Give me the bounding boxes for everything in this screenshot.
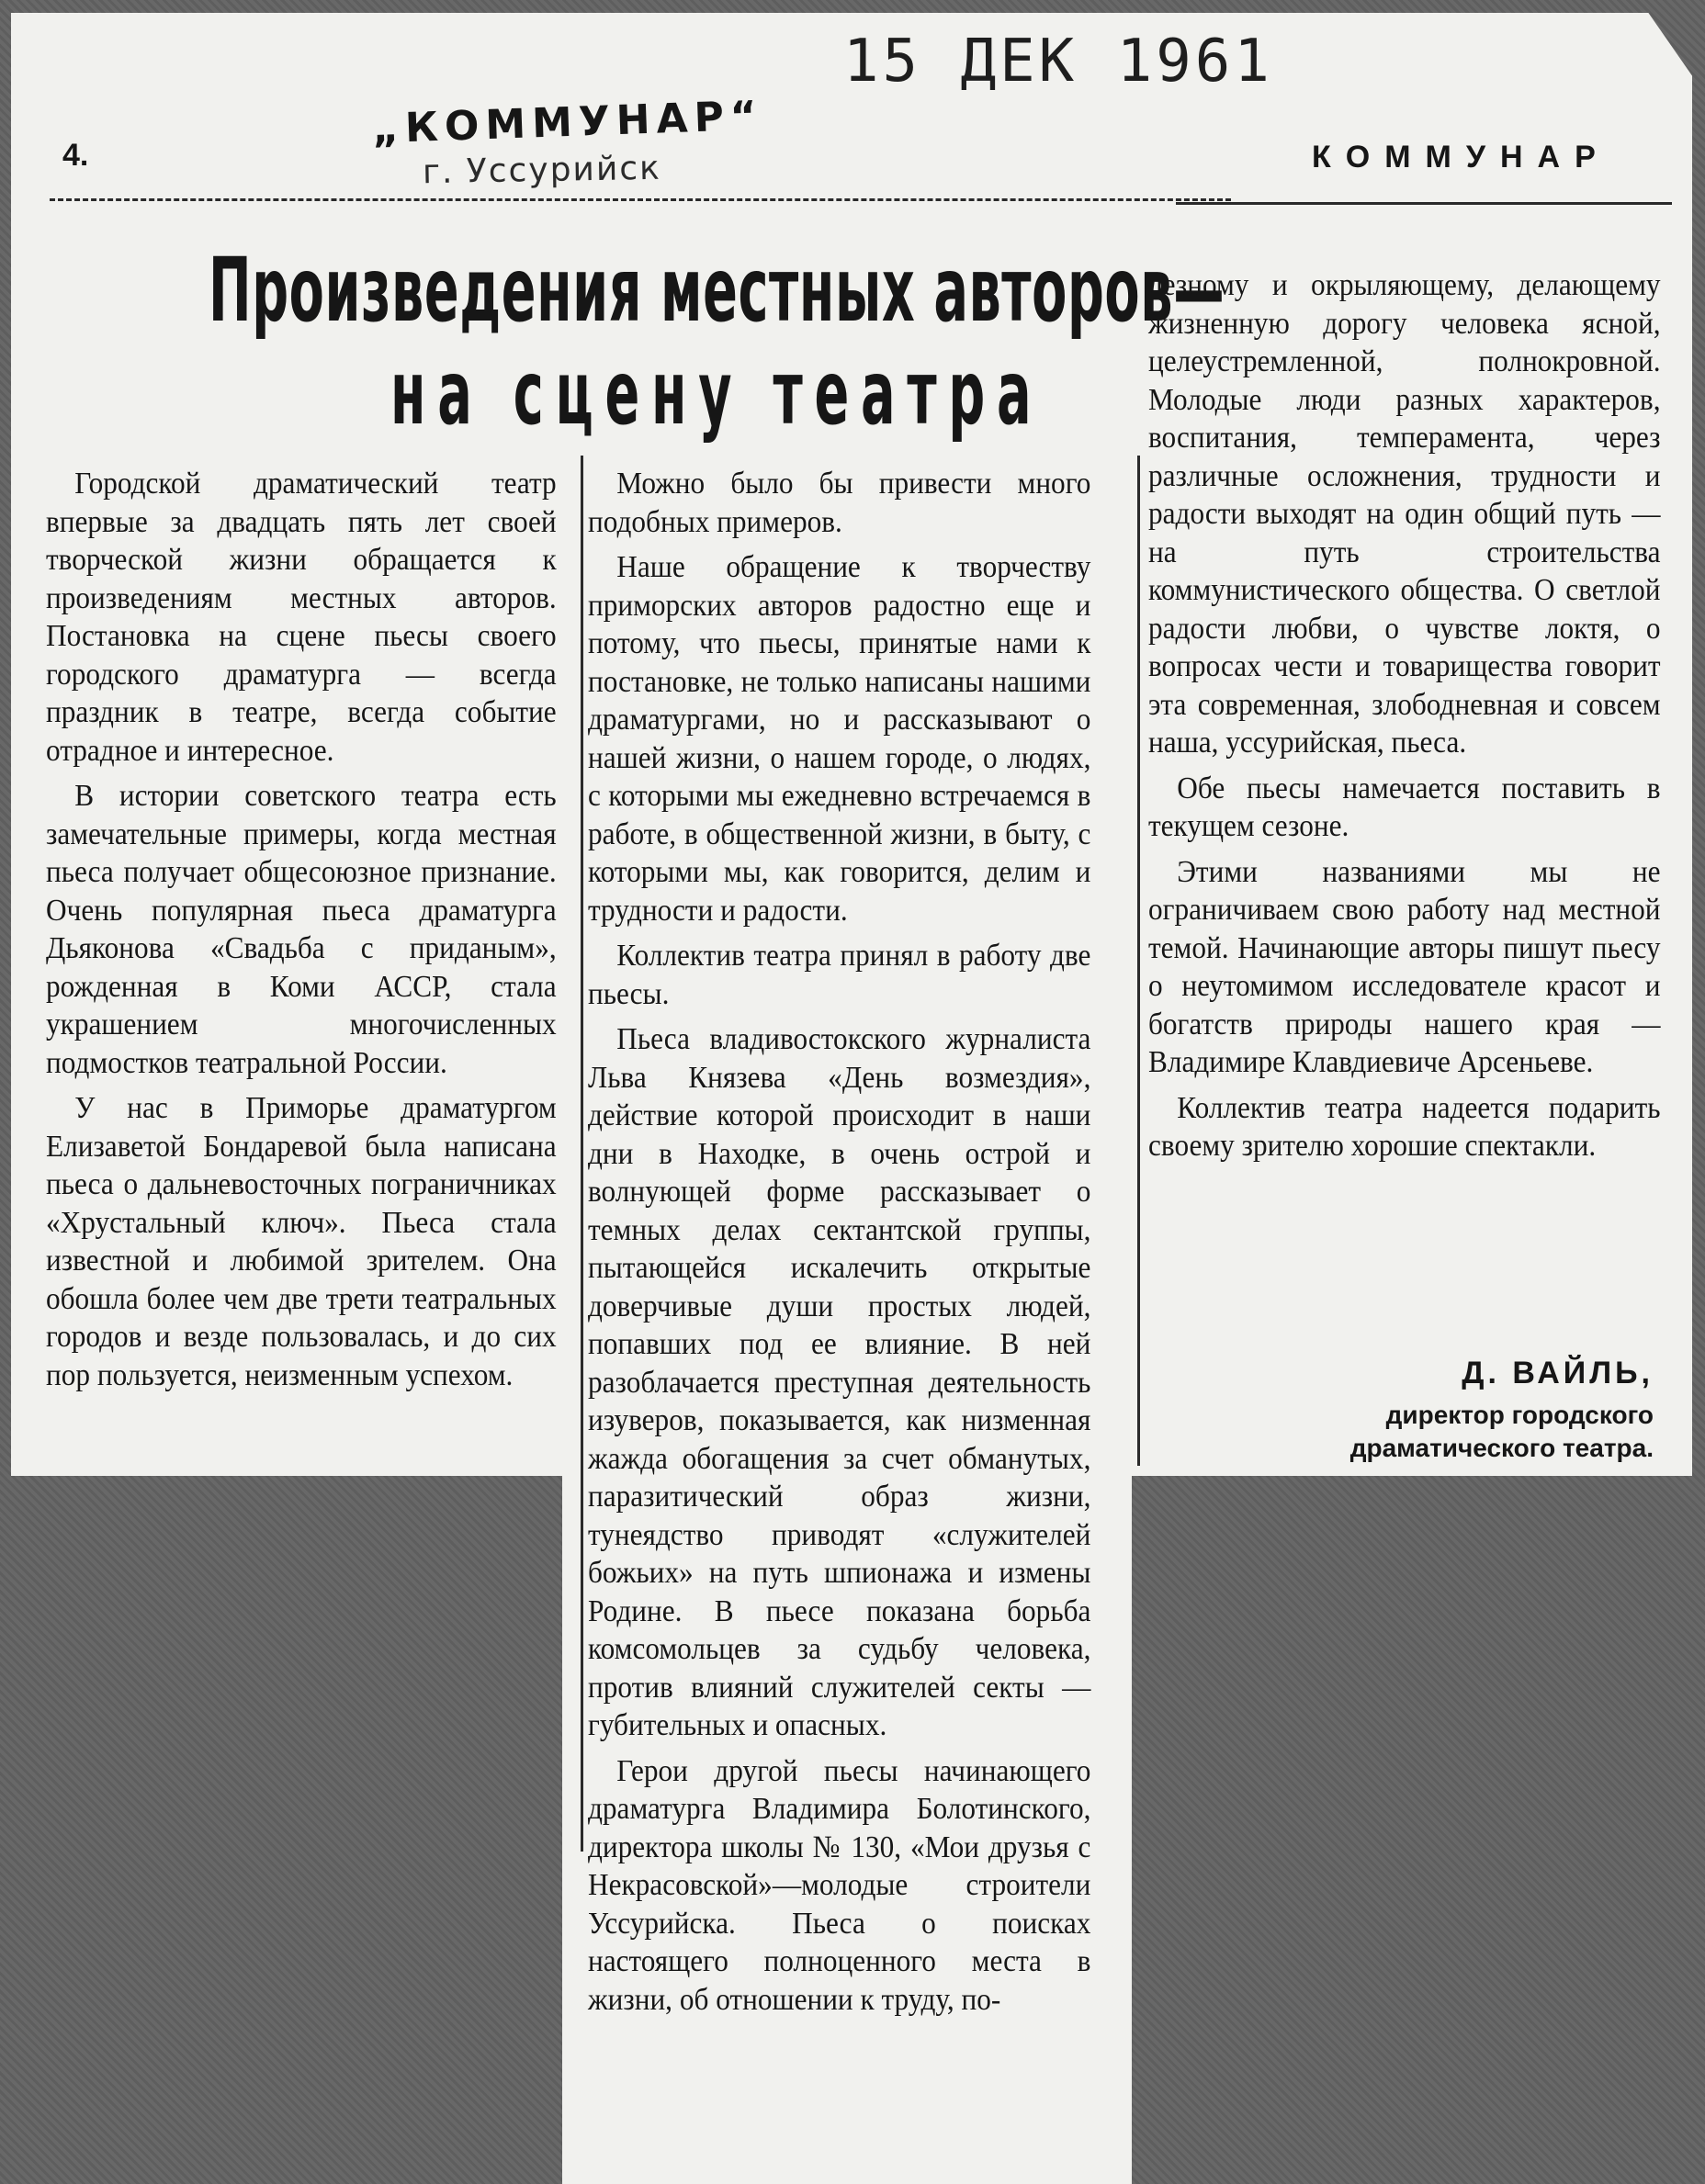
paragraph: лезному и окрыляющему, делающему жизненную дорогу человека ясной, целеустремленной, полнокровной. Молодые люди разных характеров, воспитания, темперамента, через различные осложнения, трудности и радости выходят на один общий путь — на путь строительства коммунистического общества. О светлой радости любви, о чувстве локтя, о вопросах чести и товарищества говорит эта современная, злободневная и совсем наша, уссурийская, пьеса. [1148, 268, 1661, 760]
newspaper-name-stamp: „КОММУНАР“ [371, 92, 764, 153]
header-rule [50, 198, 1231, 201]
headline-line-2: на сцену театра [390, 342, 1044, 445]
city-stamp: г. Уссурийск [422, 149, 662, 192]
paragraph: Обе пьесы намечается поставить в текущем сезоне. [1148, 771, 1661, 843]
paragraph: Коллектив театра принял в работу две пьесы. [588, 939, 1091, 1011]
paragraph: В истории советского театра есть замечательные примеры, когда местная пьеса получает общесоюзное признание. Очень популярная пьеса драматурга Дьяконова «Свадьба с приданым», рожденная в Коми АССР, стала украшением многочисленных подмостков театральной России. [46, 779, 557, 1080]
article-column-1 [46, 465, 557, 1402]
date-stamp: 15 ДЕК 1961 [843, 28, 1273, 96]
header-rule-right [1176, 202, 1672, 205]
article-column-3 [1148, 266, 1661, 1173]
paragraph: Можно было бы привести много подобных примеров. [588, 467, 1091, 539]
author-name: Д. ВАЙЛЬ, [1462, 1356, 1654, 1390]
paragraph: Наше обращение к творчеству приморских авторов радостно еще и потому, что пьесы, принятые нами к постановке, не только написаны нашими драматургами, но и рассказывают о нашей жизни, о нашем городе, о людях, с которыми мы ежедневно встречаемся в работе, в общественной жизни, в быту, с которыми мы, как говорится, делим и трудности и радости. [588, 550, 1091, 928]
paragraph: У нас в Приморье драматургом Елизаветой Бондаревой была написана пьеса о дальневосточных пограничниках «Хрустальный ключ». Пьеса стала известной и любимой зрителем. Она обошла более чем две трети театральных городов и везде пользовалась, и до сих пор пользуется, неизменным успехом. [46, 1091, 557, 1392]
author-signature [1350, 1356, 1654, 1465]
column-divider [1137, 456, 1140, 1466]
paragraph: Герои другой пьесы начинающего драматурга Владимира Болотинского, директора школы № 130, «Мои друзья с Некрасовской»—молодые строители Уссурийска. Пьеса о поисках настоящего полноценного места в жизни, об отношении к труду, по- [588, 1753, 1091, 2017]
author-title-line-2: драматического театра. [1349, 1434, 1654, 1462]
paragraph: Этими названиями мы не ограничиваем свою работу над местной темой. Начинающие авторы пишут пьесу о неутомимом исследователе красот и богатств природы нашего края — Владимире Клавдиевиче Арсеньеве. [1148, 854, 1661, 1079]
page-number: 4. [62, 138, 89, 173]
article-column-2 [588, 465, 1090, 2026]
paragraph: Городской драматический театр впервые за двадцать пять лет своей творческой жизни обращается к произведениям местных авторов. Постановка на сцене пьесы своего городского драматурга — всегда праздник в театре, всегда событие отрадное и интересное. [46, 467, 557, 768]
headline-line-1: Произведения местных авторов— [209, 239, 1225, 342]
paragraph: Коллектив театра надеется подарить своему зрителю хорошие спектакли. [1148, 1090, 1661, 1163]
paragraph: Пьеса владивостокского журналиста Льва Князева «День возмездия», действие которой происходит в наши дни в Находке, в очень острой и волнующей форме рассказывает о темных делах сектантской группы, пытающейся искалечить открытые доверчивые души простых людей, попавших под ее влияние. В ней разоблачается преступная деятельность изуверов, показывается, как низменная жажда обогащения за счет обманутых, паразитический образ жизни, тунеядство приводят «служителей божьих» на путь шпионажа и измены Родине. В пьесе показана борьба комсомольцев за судьбу человека, против влияний служителей секты — губительных и опасных. [588, 1022, 1091, 1742]
column-divider [581, 456, 583, 1852]
newspaper-masthead: КОММУНАР [1312, 140, 1610, 174]
author-title-line-1: директор городского [1385, 1401, 1654, 1429]
